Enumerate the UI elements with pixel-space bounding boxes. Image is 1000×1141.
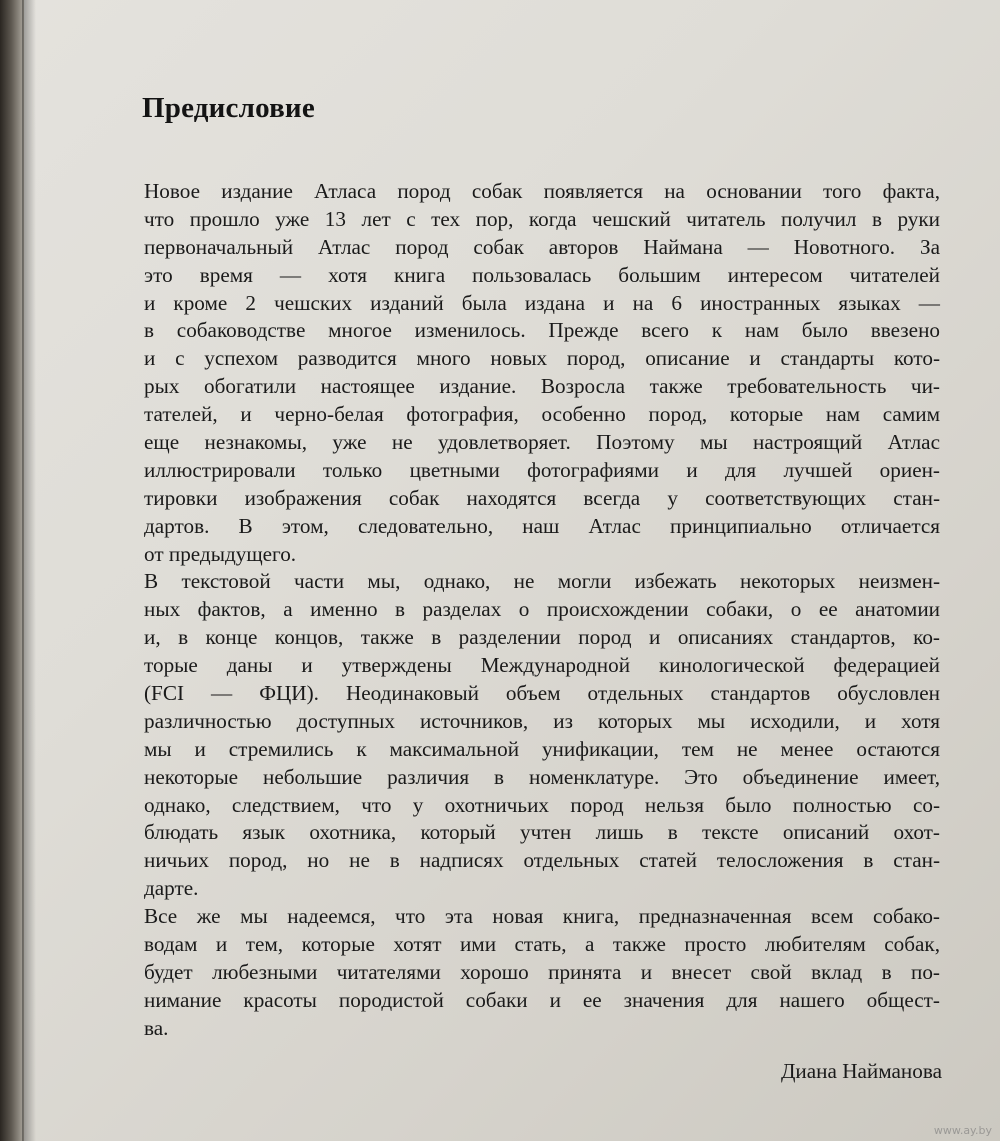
text-line: однако, следствием, что у охотничьих пород нельзя было полностью со- <box>144 792 940 817</box>
text-line: некоторые небольшие различия в номенклатуре. Это объединение имеет, <box>144 764 940 789</box>
text-line: рых обогатили настоящее издание. Возросла также требовательность чи- <box>144 374 940 399</box>
text-line: это время — хотя книга пользовалась большим интересом читателей <box>144 262 940 287</box>
text-line: иллюстрировали только цветными фотографиями и для лучшей ориен- <box>144 457 940 482</box>
preface-body <box>144 178 940 1043</box>
text-line: ных фактов, а именно в разделах о происхождении собаки, о ее анатомии <box>144 597 940 622</box>
page-heading: Предисловие <box>142 92 315 124</box>
gutter-shadow <box>22 0 36 1141</box>
text-line: первоначальный Атлас пород собак авторов Наймана — Новотного. За <box>144 234 940 259</box>
text-line: и, в конце концов, также в разделении пород и описаниях стандартов, ко- <box>144 625 940 650</box>
text-line: дарте. <box>144 876 199 901</box>
text-line: дартов. В этом, следовательно, наш Атлас принципиально отличается <box>144 513 940 538</box>
text-line: В текстовой части мы, однако, не могли избежать некоторых неизмен- <box>144 569 940 594</box>
text-line: водам и тем, которые хотят ими стать, а также просто любителям собак, <box>144 932 940 957</box>
text-line: блюдать язык охотника, который учтен лишь в тексте описаний охот- <box>144 820 940 845</box>
text-line: Новое издание Атласа пород собак появляется на основании того факта, <box>144 179 940 203</box>
text-line: ва. <box>144 1015 169 1040</box>
text-line: и кроме 2 чешских изданий была издана и на 6 иностранных языках — <box>144 290 940 315</box>
text-line: торые даны и утверждены Международной кинологической федерацией <box>144 653 940 678</box>
text-line: тателей, и черно-белая фотография, особенно пород, которые нам самим <box>144 402 940 427</box>
text-line: и с успехом разводится много новых пород, описание и стандарты кото- <box>144 346 940 371</box>
text-line: что прошло уже 13 лет с тех пор, когда чешский читатель получил в руки <box>144 206 940 231</box>
text-line: нимание красоты породистой собаки и ее значения для нашего общест- <box>144 987 940 1012</box>
book-page <box>24 0 1000 1141</box>
text-line: тировки изображения собак находятся всегда у соответствующих стан- <box>144 485 940 510</box>
text-line: различностью доступных источников, из которых мы исходили, и хотя <box>144 708 940 733</box>
author-signature: Диана Найманова <box>780 1059 942 1083</box>
text-line: будет любезными читателями хорошо принята и внесет свой вклад в по- <box>144 959 940 984</box>
text-line: (FCI — ФЦИ). Неодинаковый объем отдельных стандартов обусловлен <box>144 681 940 706</box>
text-line: еще незнакомы, уже не удовлетворяет. Поэтому мы настроящий Атлас <box>144 430 940 455</box>
text-line: Все же мы надеемся, что эта новая книга, предназначенная всем собако- <box>144 904 940 929</box>
text-line: мы и стремились к максимальной унификации, тем не менее остаются <box>144 736 940 761</box>
text-line: от предыдущего. <box>144 541 297 566</box>
site-watermark: www.ay.by <box>933 1124 992 1137</box>
text-line: в собаководстве многое изменилось. Прежде всего к нам было ввезено <box>144 318 940 343</box>
text-line: ничьих пород, но не в надписях отдельных статей телосложения в стан- <box>144 848 940 873</box>
